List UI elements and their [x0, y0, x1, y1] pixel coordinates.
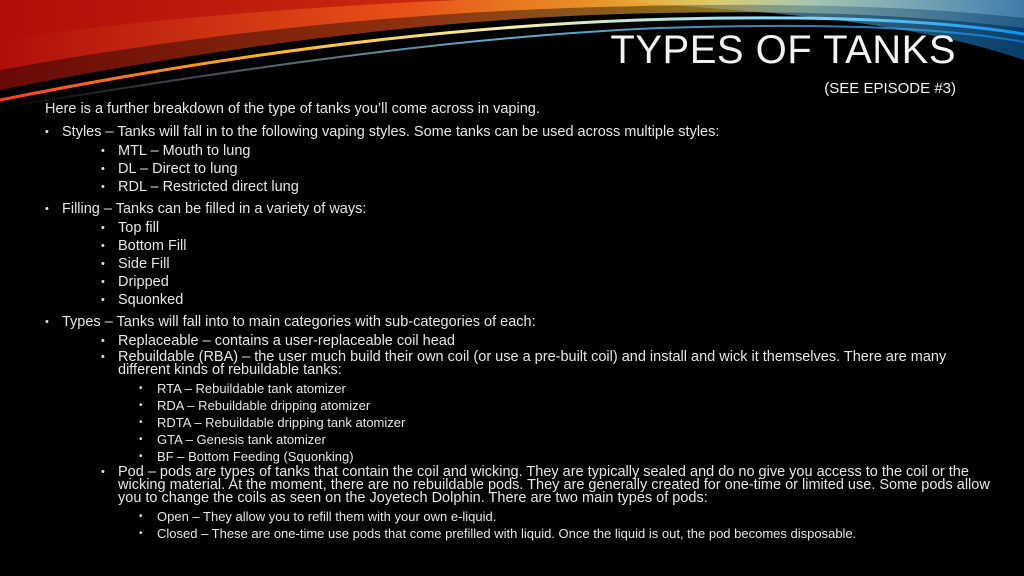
types-text: Types – Tanks will fall into to main categories with sub-categories of each: [62, 314, 536, 330]
list-item: • DL – Direct to lung [62, 160, 990, 178]
main-bullet-list [45, 123, 990, 542]
list-item: • GTA – Genesis tank atomizer [62, 431, 990, 448]
list-item: • RTA – Rebuildable tank atomizer [62, 380, 990, 397]
list-item: • RDTA – Rebuildable dripping tank atomizer [62, 414, 990, 431]
slide-title: TYPES OF TANKS [610, 28, 956, 72]
list-item: • Top fill [62, 219, 990, 237]
rebuildable-item [62, 351, 990, 465]
rebuildable-text: Rebuildable (RBA) – the user much build their own coil (or use a pre-built coil) and install and wick it themselves. There are many different kinds of rebuildable tanks: [118, 349, 947, 378]
pod-text: Pod – pods are types of tanks that contain the coil and wicking. They are typically sealed and do no give you access to the coil or the wicking material. At the moment, there are no rebuildable pods. They are generally created for one-time or limited use. Some pods allow you to change the coils as seen on the Joyetech Dolphin. There are two main types of pods: [118, 464, 990, 506]
types-list [62, 332, 990, 542]
list-item: • BF – Bottom Feeding (Squonking) [62, 448, 990, 465]
pod-list [118, 508, 990, 542]
list-item: • Dripped [62, 273, 990, 291]
list-item: • Open – They allow you to refill them with your own e-liquid. [62, 508, 990, 525]
styles-text: Styles – Tanks will fall in to the following vaping styles. Some tanks can be used across multiple styles: [62, 124, 720, 140]
list-item: • Side Fill [62, 255, 990, 273]
rebuildable-list [118, 380, 990, 465]
filling-text: Filling – Tanks can be filled in a variety of ways: [62, 201, 367, 217]
list-item: • RDA – Rebuildable dripping atomizer [62, 397, 990, 414]
styles-list [62, 142, 990, 196]
bullet-types [45, 313, 990, 542]
pod-item [62, 466, 990, 542]
slide-body [45, 100, 990, 542]
list-item: • MTL – Mouth to lung [62, 142, 990, 160]
intro-text: Here is a further breakdown of the type of tanks you’ll come across in vaping. [45, 101, 540, 117]
list-item: • RDL – Restricted direct lung [62, 178, 990, 196]
filling-list [62, 219, 990, 309]
bullet-styles [45, 123, 990, 196]
bullet-filling [45, 200, 990, 309]
list-item: • Bottom Fill [62, 237, 990, 255]
replaceable-item: • Replaceable – contains a user-replaceable coil head [62, 332, 990, 350]
list-item: • Squonked [62, 291, 990, 309]
list-item: • Closed – These are one-time use pods that come prefilled with liquid. Once the liquid is out, the pod becomes disposable. [62, 525, 990, 542]
slide-subtitle: (SEE EPISODE #3) [824, 80, 956, 97]
